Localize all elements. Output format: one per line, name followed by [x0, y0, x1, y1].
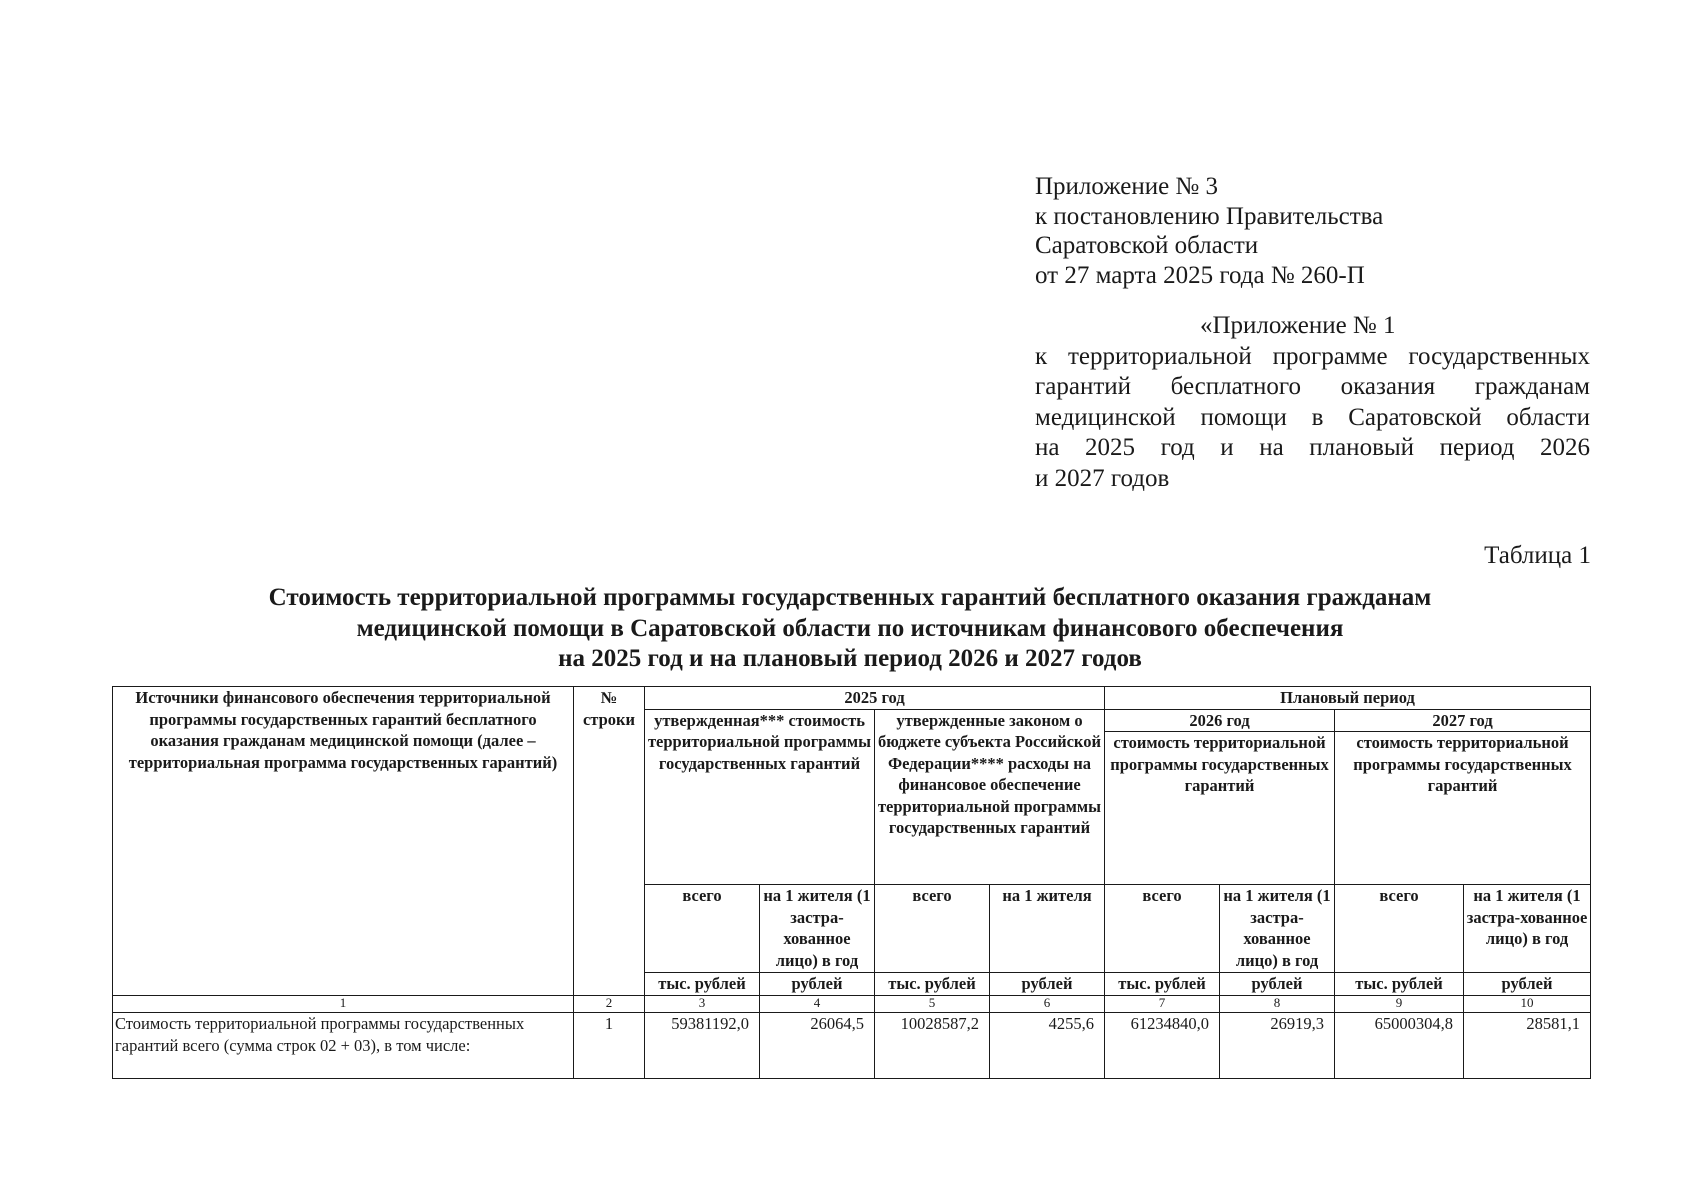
cell-value: 26064,5 [760, 1012, 875, 1078]
document-title [110, 583, 1590, 675]
header-year-2027: 2027 год [1335, 709, 1591, 732]
title-line: Стоимость территориальной программы государственных гарантий бесплатного оказания гражданам [268, 584, 1432, 611]
appendix-sub-line: и 2027 годов [1035, 464, 1170, 492]
column-number: 1 [113, 995, 574, 1012]
header-cost-2026: стоимость территориальной программы государственных гарантий [1105, 732, 1335, 885]
column-number: 7 [1105, 995, 1220, 1012]
column-number: 2 [574, 995, 645, 1012]
appendix-sub-line: к территориальной программе государственных [1035, 342, 1590, 370]
cost-table [112, 686, 1591, 1079]
header-total: всего [875, 885, 990, 973]
appendix-line: Саратовской области [1035, 232, 1259, 259]
unit-rub: рублей [1464, 973, 1591, 996]
header-cost-2027: стоимость территориальной программы государственных гарантий [1335, 732, 1591, 885]
appendix-sub-line: медицинской помощи в Саратовской области [1035, 403, 1590, 431]
header-per-insured: на 1 жителя (1 застра-хованное лицо) в год [1220, 885, 1335, 973]
header-sources: Источники финансового обеспечения территориальной программы государственных гарантий бесплатного оказания гражданам медицинской помощи (далее – территориальная программа государственных гарантий) [113, 687, 574, 996]
header-total: всего [1105, 885, 1220, 973]
header-per-resident: на 1 жителя [990, 885, 1105, 973]
cell-value: 26919,3 [1220, 1012, 1335, 1078]
cell-value: 61234840,0 [1105, 1012, 1220, 1078]
unit-thousand-rub: тыс. рублей [1105, 973, 1220, 996]
appendix-sub-line: гарантий бесплатного оказания гражданам [1035, 373, 1590, 400]
cell-value: 59381192,0 [645, 1012, 760, 1078]
unit-rub: рублей [990, 973, 1105, 996]
header-total: всего [1335, 885, 1464, 973]
unit-rub: рублей [1220, 973, 1335, 996]
unit-thousand-rub: тыс. рублей [875, 973, 990, 996]
column-number: 8 [1220, 995, 1335, 1012]
column-number: 5 [875, 995, 990, 1012]
header-per-insured: на 1 жителя (1 застра-хованное лицо) в год [1464, 885, 1591, 973]
header-year-2026: 2026 год [1105, 709, 1335, 732]
cell-value: 65000304,8 [1335, 1012, 1464, 1078]
table-row [113, 1012, 1591, 1078]
appendix-reference [1035, 172, 1383, 290]
header-row-no: № строки [574, 687, 645, 996]
unit-thousand-rub: тыс. рублей [1335, 973, 1464, 996]
column-number: 9 [1335, 995, 1464, 1012]
header-total: всего [645, 885, 760, 973]
appendix-sub-line: на 2025 год и на плановый период 2026 [1035, 434, 1590, 461]
cell-value: 10028587,2 [875, 1012, 990, 1078]
unit-rub: рублей [760, 973, 875, 996]
column-number: 4 [760, 995, 875, 1012]
table-label: Таблица 1 [1484, 542, 1591, 569]
row-name: Стоимость территориальной программы государственных гарантий всего (сумма строк 02 + 03), в том числе: [113, 1012, 574, 1078]
title-line: медицинской помощи в Саратовской области по источникам финансового обеспечения [356, 614, 1344, 642]
header-approved-cost: утвержденная*** стоимость территориальной программы государственных гарантий [645, 709, 875, 885]
appendix-sub-reference [1035, 311, 1590, 494]
row-number: 1 [574, 1012, 645, 1078]
column-number: 3 [645, 995, 760, 1012]
cell-value: 4255,6 [990, 1012, 1105, 1078]
appendix-sub-first-line: «Приложение № 1 [1200, 312, 1396, 339]
cell-value: 28581,1 [1464, 1012, 1591, 1078]
header-year-2025: 2025 год [645, 687, 1105, 710]
header-per-insured: на 1 жителя (1 застра-хованное лицо) в год [760, 885, 875, 973]
column-number: 6 [990, 995, 1105, 1012]
unit-thousand-rub: тыс. рублей [645, 973, 760, 996]
header-planned-period: Плановый период [1105, 687, 1591, 710]
appendix-line: Приложение № 3 [1035, 173, 1219, 200]
appendix-line: от 27 марта 2025 года № 260-П [1035, 261, 1365, 289]
title-line: на 2025 год и на плановый период 2026 и 2027 годов [558, 645, 1142, 672]
appendix-line: к постановлению Правительства [1035, 202, 1384, 230]
header-approved-law: утвержденные законом о бюджете субъекта Российской Федерации**** расходы на финансовое обеспечение территориальной программы государственных гарантий [875, 709, 1105, 885]
column-number: 10 [1464, 995, 1591, 1012]
